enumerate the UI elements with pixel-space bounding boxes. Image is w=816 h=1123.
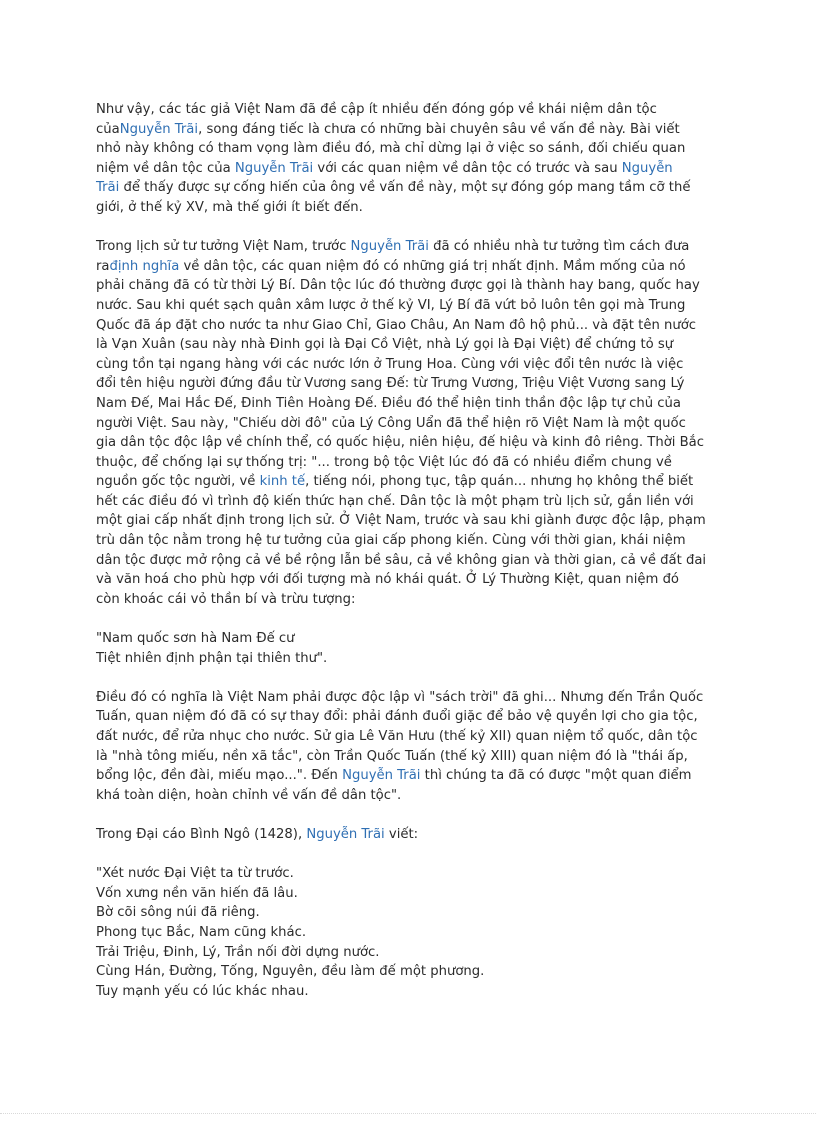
text-fragment: đã có nhiều nhà tư tưởng tìm cách đưa [428,239,690,255]
text-line [96,825,736,845]
poem-line: "Xét nước Đại Việt ta từ trước. [96,866,294,882]
text-fragment: để thấy được sự cống hiến của ông về vấn đề này, một sự đóng góp mang tầm cỡ thế [119,180,691,196]
text-line: Như vậy, các tác giả Việt Nam đã đề cập ít nhiều đến đóng góp về khái niệm dân tộc [96,102,657,117]
text-line [96,766,736,786]
text-fragment: ra [96,258,110,274]
text-fragment: , tiếng nói, phong tục, tập quán... nhưng họ không thể biết [305,474,694,490]
poem-line: Phong tục Bắc, Nam cũng khác. [96,924,307,940]
poem-binh-ngo-dai-cao [96,864,736,1001]
text-line: người Việt. Sau này, "Chiếu dời đô" của Lý Công Uẩn đã thể hiện rõ Việt Nam là một quốc [96,415,686,431]
text-line: cùng tồn tại ngang hàng với các nước lớn ở Trung Hoa. Cùng với việc đổi tên nước là việc [96,356,684,372]
paragraph-dai-cao [96,825,736,845]
poem-line: Bờ cõi sông núi đã riêng. [96,905,260,921]
link-nguyen-trai[interactable]: Nguyễn Trãi [342,768,421,784]
text-line: Điều đó có nghĩa là Việt Nam phải được độc lập vì "sách trời" đã ghi... Nhưng đến Trần Quốc [96,689,704,705]
text-fragment: của [96,121,120,137]
text-fragment: Trong lịch sử tư tưởng Việt Nam, trước [96,239,351,255]
text-line [96,178,736,198]
text-line: nước. Sau khi quét sạch quân xâm lược ở thế kỷ VI, Lý Bí đã vứt bỏ luôn tên gọi mà Trung [96,297,686,313]
link-kinh-te[interactable]: kinh tế [259,474,306,490]
text-line: Tuấn, quan niệm đó đã có sự thay đổi: phải đánh đuổi giặc để bảo vệ quyền lợi cho gia tộc, [96,709,698,725]
text-line [96,472,736,492]
text-line: Nam Đế, Mai Hắc Đế, Đinh Tiên Hoàng Đế. Điều đó thể hiện tinh thần độc lập tự chủ của [96,395,682,411]
text-line: Quốc đã áp đặt cho nước ta như Giao Chỉ, Giao Châu, An Nam đô hộ phủ... và đặt tên nước [96,317,697,333]
link-dinh-nghia[interactable]: định nghĩa [109,258,180,274]
link-nguyen-trai[interactable]: Trãi [96,180,120,196]
link-nguyen-trai[interactable]: Nguyễn [621,160,673,176]
poem-line: Cùng Hán, Đường, Tống, Nguyên, đều làm đế một phương. [96,964,485,980]
poem-line: Vốn xưng nền văn hiến đã lâu. [96,885,298,901]
text-line: khá toàn diện, hoàn chỉnh về vấn đề dân tộc". [96,787,402,803]
text-fragment: , song đáng tiếc là chưa có những bài chuyên sâu về vấn đề này. Bài viết [198,121,680,137]
poem-line: Trải Triệu, Đinh, Lý, Trần nối đời dựng nước. [96,944,380,960]
poem-line: Tiệt nhiên định phận tại thiên thư". [96,650,328,666]
text-fragment: bổng lộc, đền đài, miếu mạo...". Đến [96,768,343,784]
text-line: hết các điều đó vì trình độ kiến thức hạn chế. Dân tộc là một phạm trù lịch sử, gắn liền với [96,493,694,509]
poem-nam-quoc-son-ha [96,629,736,668]
text-fragment: niệm về dân tộc của [96,160,235,176]
text-fragment: thì chúng ta đã có được "một quan điểm [420,768,692,784]
text-line: nhỏ này không có tham vọng làm điều đó, mà chỉ dừng lại ở việc so sánh, đối chiếu quan [96,141,686,157]
link-nguyen-trai[interactable]: Nguyễn Trãi [234,160,314,176]
text-line: gia dân tộc độc lập về chính thể, có quốc hiệu, niên hiệu, đế hiệu và kinh đô riêng. Thời Bắc [96,435,704,451]
text-fragment: nguồn gốc tộc người, về [96,474,260,490]
text-line: còn khoác cái vỏ thần bí và trừu tượng: [96,591,356,607]
page-bottom-divider [0,1113,816,1114]
text-line: là "nhà tông miếu, nền xã tắc", còn Trần Quốc Tuấn (thế kỷ XIII) quan niệm đó là "thái ấp, [96,748,688,764]
link-nguyen-trai[interactable]: Nguyễn Trãi [350,239,429,255]
paragraph-tran-quoc-tuan [96,688,736,806]
text-fragment: Trong Đại cáo Bình Ngô (1428), [96,826,307,842]
text-line: một giai cấp nhất định trong lịch sử. Ở Việt Nam, trước và sau khi giành được độc lập, phạm [96,513,706,529]
text-line [96,159,736,179]
poem-line: "Nam quốc sơn hà Nam Đế cư [96,631,295,647]
text-line: là Vạn Xuân (sau này nhà Đinh gọi là Đại Cồ Việt, nhà Lý gọi là Đại Việt) để chứng tỏ sự [96,337,674,353]
text-fragment: về dân tộc, các quan niệm đó có những giá trị nhất định. Mầm mống của nó [179,258,686,274]
paragraph-history [96,237,736,609]
text-line: và văn hoá cho phù hợp với đối tượng mà nó khái quát. Ở Lý Thường Kiệt, quan niệm đó [96,572,680,588]
link-nguyen-trai[interactable]: Nguyễn Trãi [306,826,385,842]
text-fragment: với các quan niệm về dân tộc có trước và sau [313,160,622,176]
link-nguyen-trai[interactable]: Nguyễn Trãi [119,121,199,137]
text-line: đổi tên hiệu người đứng đầu từ Vương sang Đế: từ Trưng Vương, Triệu Việt Vương sang Lý [96,376,685,392]
text-line [96,120,736,140]
text-line: đất nước, để rửa nhục cho nước. Sử gia Lê Văn Hưu (thế kỷ XII) quan niệm tổ quốc, dân tộc [96,729,698,744]
text-fragment: viết: [384,826,419,842]
text-line: dân tộc được mở rộng cả về bề rộng lẫn bề sâu, cả về không gian và thời gian, cả về đất đai [96,552,707,568]
text-line [96,257,736,277]
paragraph-intro [96,100,736,218]
text-line: phải chăng đã có từ thời Lý Bí. Dân tộc lúc đó thường được gọi là thành hay bang, quốc hay [96,278,700,294]
document-body [96,100,736,1021]
text-line [96,237,736,257]
text-line: giới, ở thế kỷ XV, mà thế giới ít biết đến. [96,199,363,215]
poem-line: Tuy mạnh yếu có lúc khác nhau. [96,983,309,999]
text-line: trù dân tộc nằm trong hệ tư tưởng của giai cấp phong kiến. Cùng với thời gian, khái niệm [96,533,686,549]
text-line: thuộc, để chống lại sự thống trị: "... trong bộ tộc Việt lúc đó đã có nhiều điểm chung về [96,454,672,470]
